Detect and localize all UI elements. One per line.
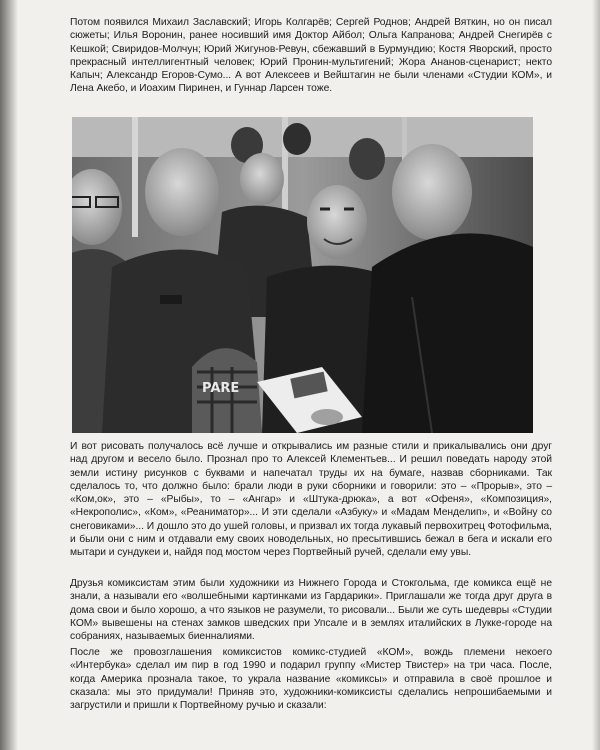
bag-lettering: PARE (202, 381, 240, 396)
paragraph-interbook: После же провозглашения комиксистов комикс-студией «КОМ», вождь племени некоего «Интербука» сделал им пир в год 1990 и подарил группу «Мистер Твистер» на три часа. После, когда Америка прознала такое, то украла название «комиксы» и отправила в своё прошлое и сказала: мы это придумали! Приняв это, художники-комиксисты сделались непрошибаемыми и загрустили и пришли к Портвейному ручью и сказали: (70, 647, 552, 712)
photo-group-icon (72, 117, 533, 433)
paragraph-members: Потом появился Михаил Заславский; Игорь Колгарёв; Сергей Роднов; Андрей Вяткин, но он писал сюжеты; Илья Воронин, ранее носивший имя Доктор Айбол; Ольга Капранова; Андрей Снегирёв с Кешкой; Свиридов-Молчун; Юрий Жигунов-Ревун, сбежавший в Бурмундию; Костя Яворский, просто прекрасный интеллигентный человек; Юрий Пронин-мультигений; Жора Ананов-сценарист; некто Капыч; Александр Егоров-Сумо... А вот Алексеев и Вейштагин не были членами «Студии КОМ», и Лена Акебо, и Иоахим Пиринен, и Гуннар Ларсен тоже. (70, 17, 552, 95)
group-photo (72, 117, 533, 433)
paragraph-friends: Друзья комиксистам этим были художники из Нижнего Города и Стокгольма, где комикса ещё не знали, а называли его «волшебными картинками из Гардарики». Приглашали же тогда друг друга в дома свои и было хорошо, а что языков не разумели, то рисовали... Были же суть шедевры «Студии КОМ» вывешены на стенах замков шведских при Упсале и в землях италийских в Лукке-городе на собраниях, называемых биеннaлиями. (70, 578, 552, 643)
page-shadow-right (592, 0, 600, 750)
page-shadow-left (0, 0, 18, 750)
paragraph-collections: И вот рисовать получалось всё лучше и открывались им разные стили и прикалывались они друг над другом и весело было. Прознал про то Алексей Клементьев... И решил поведать народу этой земли истину рисунков с буквами и напечатал труды их на бумаге, назвав сборниками. Так сделалось то, что должно было: брали люди в руки сборники и говорили: это – «Прорыв», это – «Ком,ок», это – «Рыбы», то – «Ангар» и «Штука-дрюка», а вот «Офеня», «Композиция», «Некрополис», «Ком», «Реаниматор»... И эти сделали «Азбуку» и «Мадам Менделип», и «Войну со снеговиками»... И дошло это до ушей головы, и призвал их тогда лукавый первохитрец Фотофильма, и были они с ним и отдавали ему своих новодельных, но пресытившись бежал в бега и искали его мытари и сундукеи и, найдя под мостом через Портвейный ручей, сделали ему увы. (70, 441, 552, 559)
